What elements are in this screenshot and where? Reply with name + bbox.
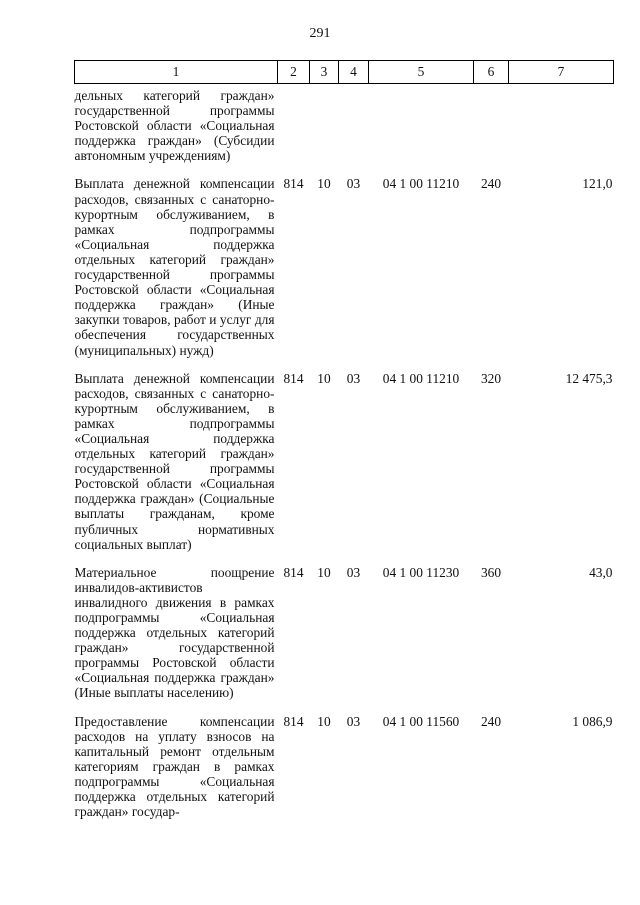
amount: 12 475,3: [565, 370, 613, 386]
ministry-code: 814: [283, 176, 304, 192]
section-code: 10: [317, 564, 331, 580]
header-cell: 3: [310, 61, 339, 84]
table-row: [75, 701, 614, 820]
ministry-code: 814: [283, 370, 304, 386]
target-article-code: 04 1 00 11210: [382, 176, 460, 192]
page-number: 291: [309, 26, 331, 41]
header-cell: 7: [509, 61, 614, 84]
header-cell: 2: [278, 61, 310, 84]
table-row: [75, 358, 614, 552]
ministry-code: 814: [283, 564, 304, 580]
table-row: [75, 163, 614, 357]
header-cell: 1: [75, 61, 278, 84]
subsection-code: [339, 84, 369, 164]
table-row: [75, 84, 614, 164]
header-row: [75, 61, 614, 84]
expense-type-code: 360: [480, 564, 502, 580]
expense-type-code: 320: [480, 370, 502, 386]
row-description: Выплата денежной компенсации расходов, связанных с санаторно-курортным обслуживанием, в рамках подпрограммы «Социальная поддержка отдельных категорий граждан» государственной программы Ростовской области «Социальная поддержка граждан» (Иные закупки товаров, работ и услуг для обеспечения государственных (муниципальных) нужд): [74, 176, 275, 358]
target-article-code: 04 1 00 11560: [382, 713, 460, 729]
expense-type-code: 240: [480, 713, 502, 729]
amount: 43,0: [589, 564, 613, 580]
ministry-code: 814: [283, 713, 304, 729]
ministry-code: [278, 84, 310, 164]
header-cell: 6: [474, 61, 509, 84]
header-cell: 4: [339, 61, 369, 84]
subsection-code: 03: [346, 564, 361, 580]
amount: 121,0: [582, 176, 613, 192]
subsection-code: 03: [346, 176, 361, 192]
budget-table: [74, 60, 614, 819]
target-article-code: [369, 84, 474, 164]
row-description: Материальное поощрение инвалидов-активистов инвалидного движения в рамках подпрограммы «Социальная поддержка отдельных категорий граждан» государственной программы Ростовской области «Социальная поддержка граждан» (Иные выплаты населению): [74, 564, 275, 701]
expense-type-code: 240: [480, 176, 502, 192]
row-description: дельных категорий граждан» государственной программы Ростовской области «Социальная поддержка граждан» (Субсидии автономным учреждениям): [74, 88, 275, 164]
section-code: 10: [317, 713, 331, 729]
expense-type-code: [474, 84, 509, 164]
section-code: 10: [317, 370, 331, 386]
target-article-code: 04 1 00 11210: [382, 370, 460, 386]
header-cell: 5: [369, 61, 474, 84]
amount: 1 086,9: [572, 713, 613, 729]
subsection-code: 03: [346, 370, 361, 386]
row-description: Предоставление компенсации расходов на уплату взносов на капитальный ремонт отдельным категориям граждан в рамках подпрограммы «Социальная поддержка отдельных категорий граждан» государ-: [74, 713, 275, 820]
section-code: 10: [317, 176, 331, 192]
target-article-code: 04 1 00 11230: [382, 564, 460, 580]
table-row: [75, 552, 614, 701]
subsection-code: 03: [346, 713, 361, 729]
amount: [509, 84, 614, 164]
section-code: [310, 84, 339, 164]
row-description: Выплата денежной компенсации расходов, связанных с санаторно-курортным обслуживанием, в рамках подпрограммы «Социальная поддержка отдельных категорий граждан» государственной программы Ростовской области «Социальная поддержка граждан» (Социальные выплаты гражданам, кроме публичных нормативных социальных выплат): [74, 370, 275, 552]
